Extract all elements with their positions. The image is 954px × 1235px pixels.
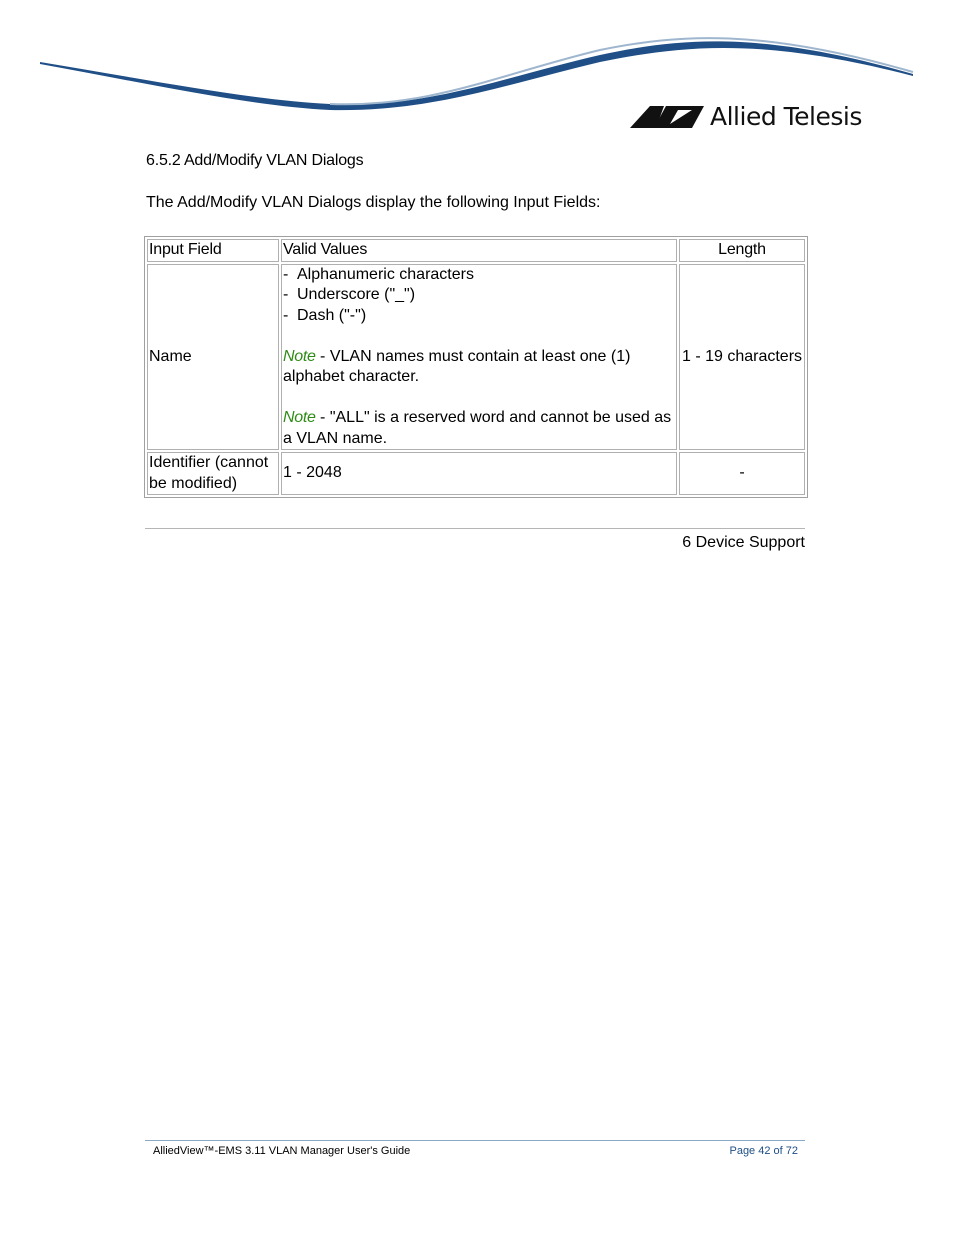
cell-valid-values: 1 - 2048 <box>281 452 677 495</box>
cell-length: - <box>679 452 805 495</box>
section-heading: 6.5.2 Add/Modify VLAN Dialogs <box>146 152 364 169</box>
cell-input-field: Identifier (cannot be modified) <box>147 452 279 495</box>
bullet-item: - Alphanumeric characters <box>283 265 474 283</box>
header-input-field: Input Field <box>147 239 279 262</box>
allied-telesis-logo <box>630 100 870 134</box>
cell-valid-values <box>281 264 677 451</box>
table-row <box>147 452 805 495</box>
header-length: Length <box>679 239 805 262</box>
footer-doc-title: AlliedView™-EMS 3.11 VLAN Manager User's Guide <box>153 1145 411 1157</box>
section-divider <box>145 528 805 529</box>
bullet-item: - Dash ("-") <box>283 306 367 324</box>
cell-input-field: Name <box>147 264 279 451</box>
footer-page-number: Page 42 of 72 <box>729 1145 798 1157</box>
input-fields-table <box>144 236 808 498</box>
section-footer: 6 Device Support <box>682 534 805 551</box>
table-row <box>147 264 805 451</box>
header-valid-values: Valid Values <box>281 239 677 262</box>
note-label: Note <box>283 409 316 426</box>
note: Note - "ALL" is a reserved word and cannot be used as a VLAN name. <box>283 409 672 447</box>
note: Note - VLAN names must contain at least one (1) alphabet character. <box>283 347 631 385</box>
logo-text: Allied Telesis <box>710 102 862 131</box>
table-header-row <box>147 239 805 262</box>
note-label: Note <box>283 347 316 365</box>
footer-divider <box>145 1140 805 1141</box>
logo-mark-icon <box>630 100 706 134</box>
cell-length: 1 - 19 characters <box>679 264 805 451</box>
bullet-item: - Underscore ("_") <box>283 286 416 303</box>
intro-text: The Add/Modify VLAN Dialogs display the following Input Fields: <box>146 194 601 211</box>
